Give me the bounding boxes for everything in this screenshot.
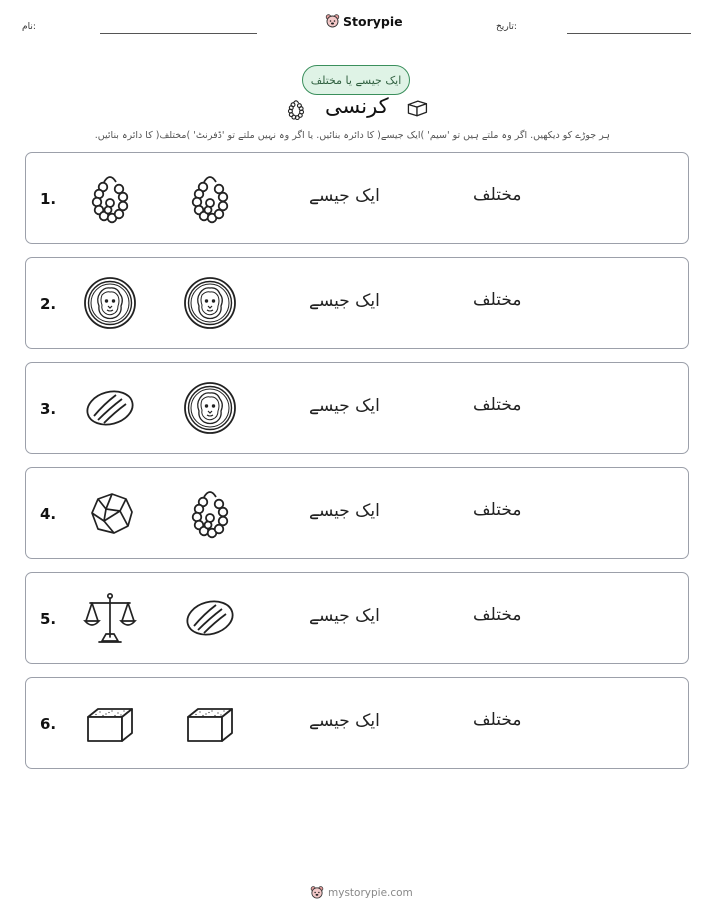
different-option[interactable]: مختلف [473,395,522,415]
question-number: 4. [40,505,57,523]
footer-url[interactable]: mystorypie.com [328,886,413,899]
question-number: 2. [40,295,57,313]
title-brick-icon [402,96,432,120]
question-number: 5. [40,610,57,628]
footer [310,885,413,900]
title-necklace-icon [284,96,308,122]
title-row [280,92,440,126]
question-row [25,362,689,454]
lion-coin-icon [182,380,238,436]
question-row [25,257,689,349]
different-option[interactable]: مختلف [473,500,522,520]
lion-coin-icon [182,275,238,331]
storypie-mascot-icon [310,885,324,900]
bead-necklace-icon [182,485,238,541]
name-label: نام: [22,22,36,32]
same-option[interactable]: ایک جیسے [309,606,380,626]
category-badge: ایک جیسے یا مختلف [302,65,410,95]
same-option[interactable]: ایک جیسے [309,711,380,731]
name-line[interactable] [100,33,257,34]
date-label: تاریخ: [496,22,517,32]
different-option[interactable]: مختلف [473,605,522,625]
different-option[interactable]: مختلف [473,710,522,730]
storypie-mascot-icon [325,13,340,29]
question-row [25,467,689,559]
same-option[interactable]: ایک جیسے [309,396,380,416]
different-option[interactable]: مختلف [473,290,522,310]
question-number: 3. [40,400,57,418]
brick-block-icon [182,695,238,751]
question-number: 6. [40,715,57,733]
bead-necklace-icon [182,170,238,226]
brand-logo [325,13,403,29]
question-row [25,677,689,769]
bead-necklace-icon [82,170,138,226]
shell-icon [82,380,138,436]
brick-block-icon [82,695,138,751]
balance-scale-icon [82,590,138,646]
brand-name: Storypie [343,13,403,29]
instructions: ہر جوڑے کو دیکھیں. اگر وہ ملتے ہیں تو 'سیم' )ایک جیسے( کا دائرہ بنائیں. یا اگر وہ نہیں ملتے تو 'ڈفرنٹ' )مختلف( کا دائرہ بنائیں. [94,130,610,141]
same-option[interactable]: ایک جیسے [309,186,380,206]
lion-coin-icon [82,275,138,331]
same-option[interactable]: ایک جیسے [309,501,380,521]
date-line[interactable] [567,33,691,34]
same-option[interactable]: ایک جیسے [309,291,380,311]
different-option[interactable]: مختلف [473,185,522,205]
page-title: کرنسی [325,94,389,118]
salt-rock-icon [82,485,138,541]
shell-icon [182,590,238,646]
question-row [25,152,689,244]
question-row [25,572,689,664]
question-number: 1. [40,190,57,208]
